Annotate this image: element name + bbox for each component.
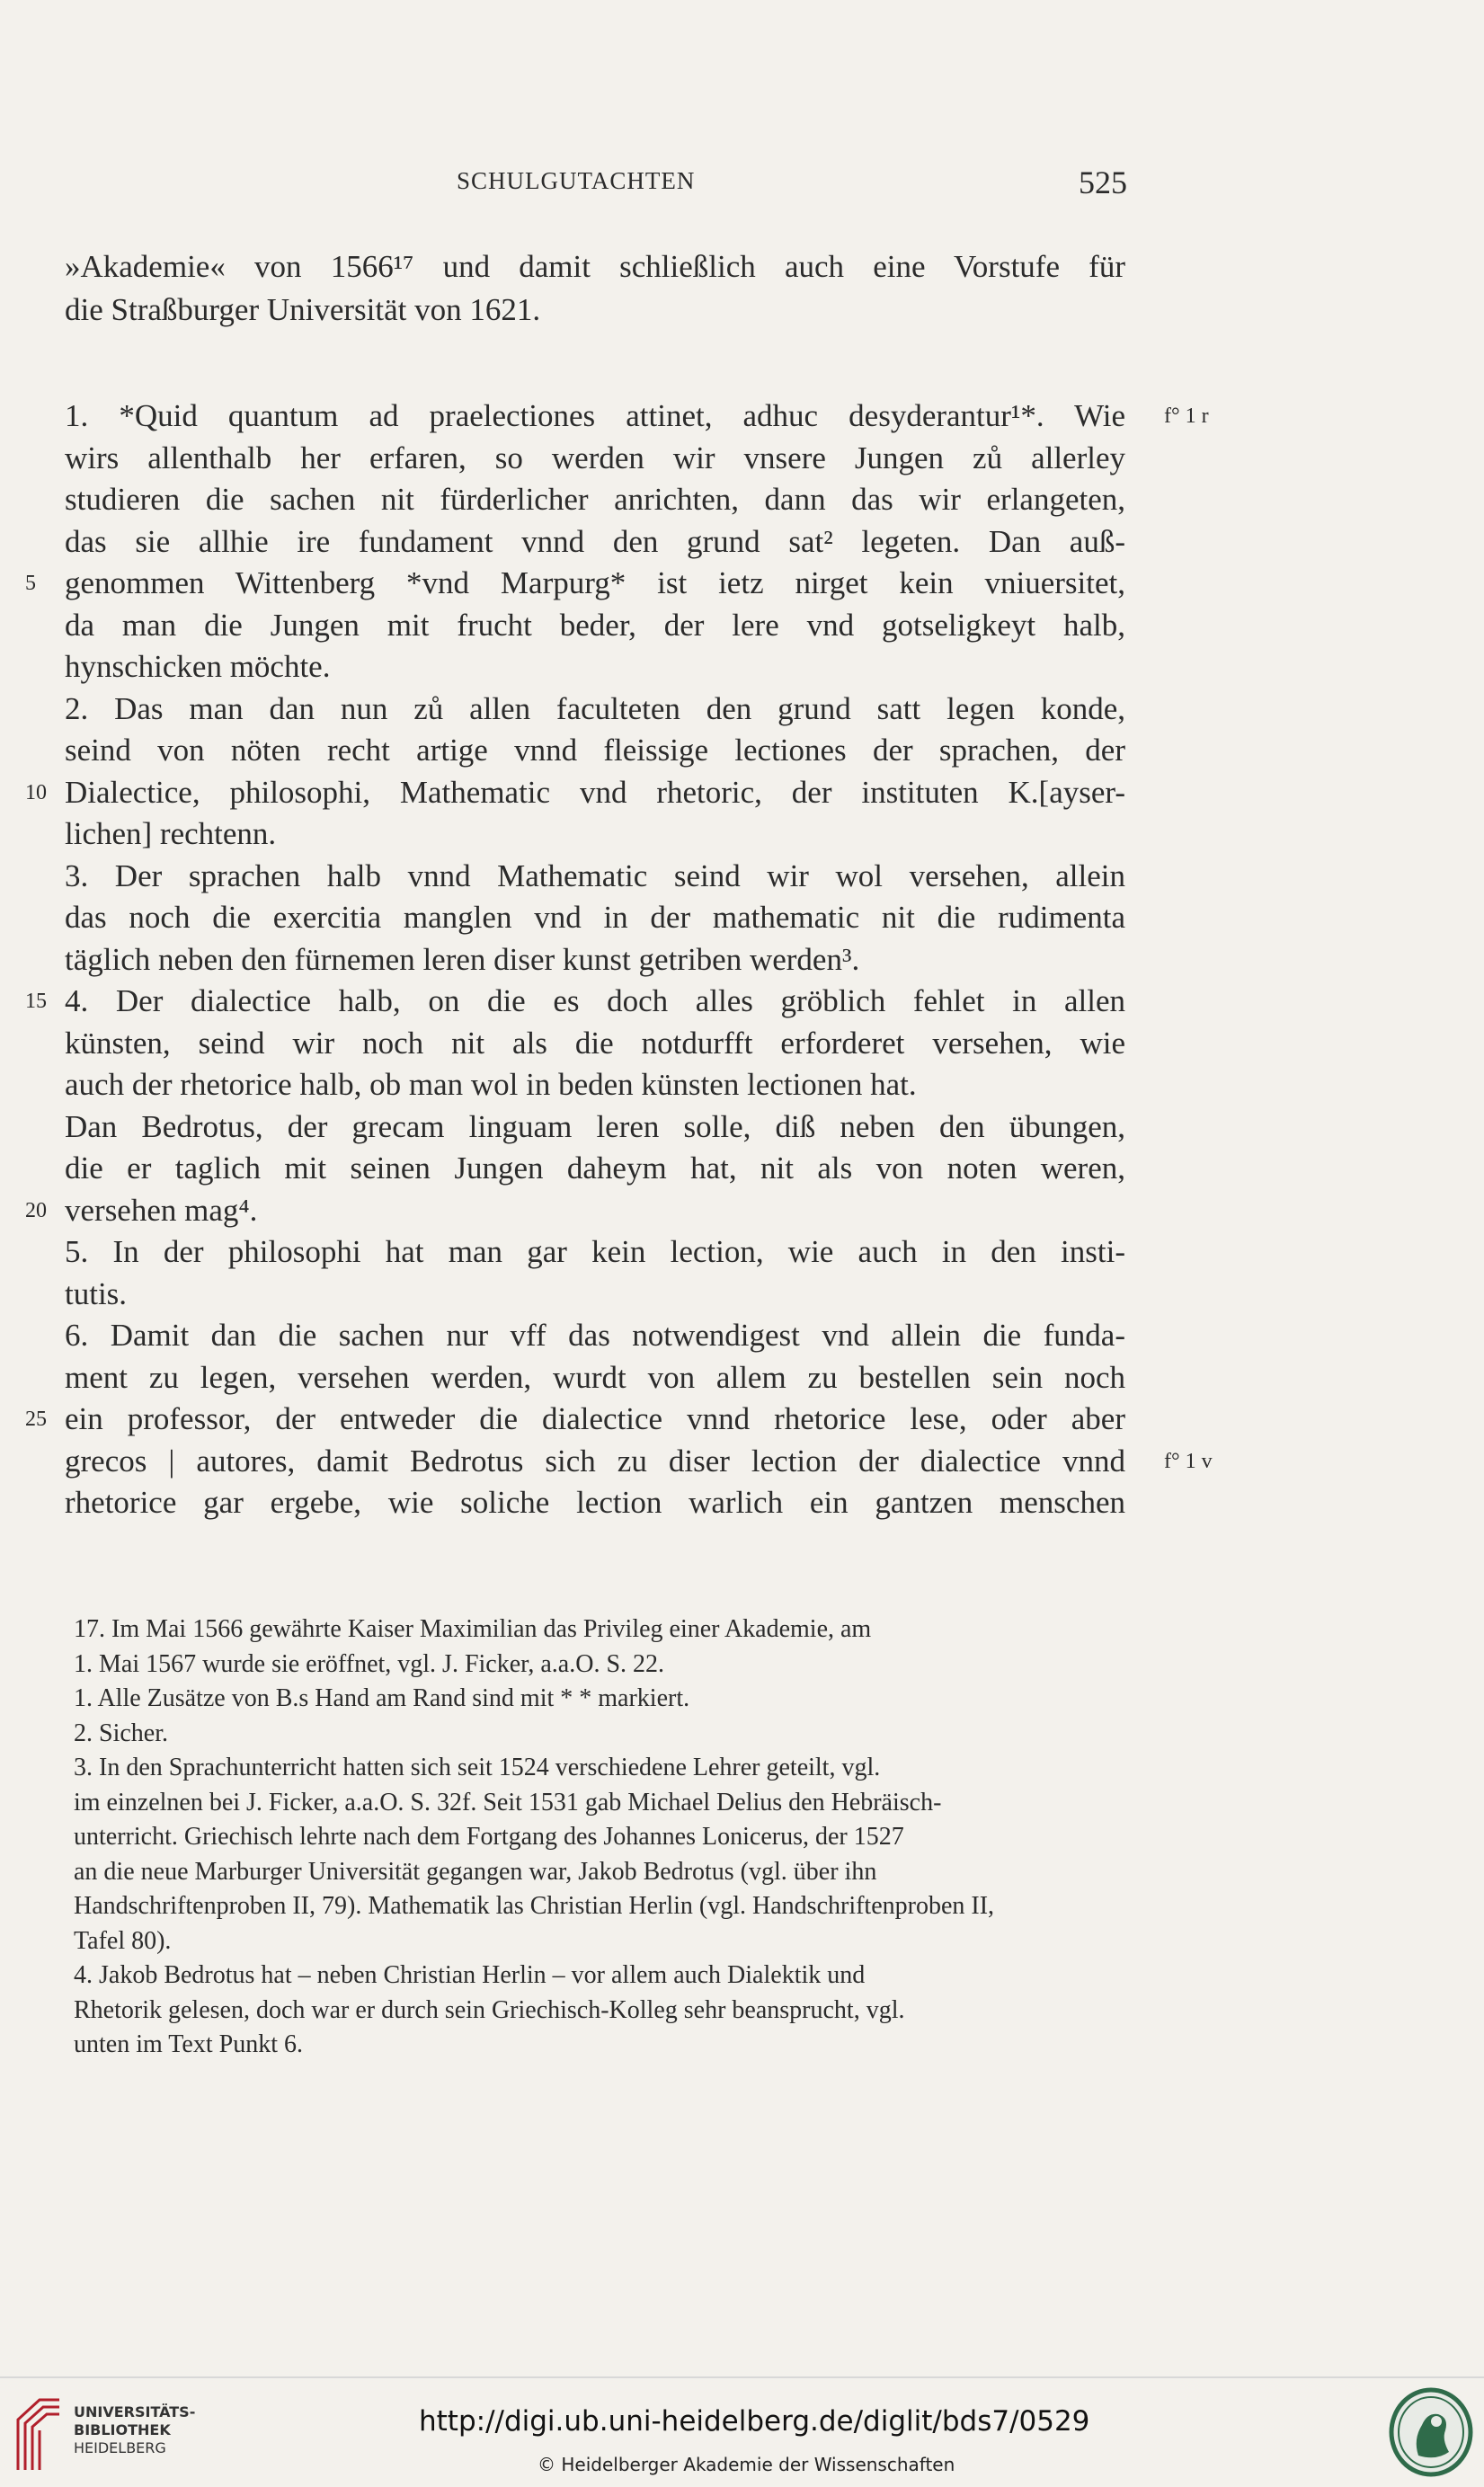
- academy-seal-icon: [1386, 2385, 1476, 2480]
- text-line: das noch die exercitia manglen vnd in der mathematic nit die rudimenta: [65, 900, 1125, 935]
- text-line: tutis.: [65, 1276, 128, 1311]
- page-header: [457, 164, 1151, 207]
- permalink-url[interactable]: http://digi.ub.uni-heidelberg.de/diglit/bds7/0529: [419, 2405, 1090, 2438]
- footnote-line: Tafel 80).: [74, 1927, 172, 1955]
- intro-line: »Akademie« von 1566¹⁷ und damit schließlich auch eine Vorstufe für: [65, 249, 1125, 284]
- text-line: 6. Damit dan die sachen nur vff das notwendigest vnd allein die funda-: [65, 1318, 1125, 1353]
- text-line: Dialectice, philosophi, Mathematic vnd rhetoric, der instituten K.[ayser-: [65, 775, 1125, 810]
- text-line: ment zu legen, versehen werden, wurdt von allem zu bestellen sein noch: [65, 1360, 1125, 1395]
- footnote-line: im einzelnen bei J. Ficker, a.a.O. S. 32f. Seit 1531 gab Michael Delius den Hebräisch-: [74, 1789, 942, 1816]
- text-line: künsten, seind wir noch nit als die notdurfft erforderet versehen, wie: [65, 1026, 1125, 1061]
- text-line: ein professor, der entweder die dialectice vnnd rhetorice lese, oder aber: [65, 1401, 1125, 1436]
- copyright-notice: © Heidelberger Akademie der Wissenschaften: [538, 2454, 955, 2475]
- text-line: studieren die sachen nit fürderlicher anrichten, dann das wir erlangeten,: [65, 482, 1125, 517]
- line-number: 5: [25, 572, 36, 595]
- footnote-line: 1. Alle Zusätze von B.s Hand am Rand sind mit * * markiert.: [74, 1684, 690, 1712]
- footnote-line: an die neue Marburger Universität gegangen war, Jakob Bedrotus (vgl. über ihn: [74, 1858, 877, 1886]
- text-line: hynschicken möchte.: [65, 649, 331, 684]
- text-line: 1. *Quid quantum ad praelectiones attinet, adhuc desyderantur¹*. Wie: [65, 398, 1125, 433]
- library-name-line: BIBLIOTHEK: [74, 2421, 171, 2438]
- library-logo-icon[interactable]: [13, 2393, 63, 2474]
- text-line: 5. In der philosophi hat man gar kein lection, wie auch in den insti-: [65, 1234, 1125, 1269]
- text-line: die er taglich mit seinen Jungen daheym hat, nit als von noten weren,: [65, 1150, 1125, 1186]
- text-line: auch der rhetorice halb, ob man wol in beden künsten lectionen hat.: [65, 1067, 917, 1102]
- library-name-line: UNIVERSITÄTS-: [74, 2403, 196, 2420]
- line-number: 25: [25, 1408, 47, 1431]
- text-line: lichen] rechtenn.: [65, 816, 277, 851]
- text-line: seind von nöten recht artige vnnd fleissige lectiones der sprachen, der: [65, 733, 1125, 768]
- footer-divider: [0, 2376, 1484, 2378]
- text-line: täglich neben den fürnemen leren diser kunst getriben werden³.: [65, 942, 860, 977]
- text-line: rhetorice gar ergebe, wie soliche lection warlich ein gantzen menschen: [65, 1485, 1125, 1520]
- text-line: das sie allhie ire fundament vnnd den grund sat² legeten. Dan auß-: [65, 524, 1125, 559]
- footnote-line: unterricht. Griechisch lehrte nach dem Fortgang des Johannes Lonicerus, der 1527: [74, 1823, 904, 1851]
- footnote-line: Handschriftenproben II, 79). Mathematik las Christian Herlin (vgl. Handschriftenproben II,: [74, 1892, 995, 1920]
- footnote-line: Rhetorik gelesen, doch war er durch sein Griechisch-Kolleg sehr beansprucht, vgl.: [74, 1996, 905, 2024]
- text-line: genommen Wittenberg *vnd Marpurg* ist ietz nirget kein vniuersitet,: [65, 565, 1125, 600]
- footnote-line: 3. In den Sprachunterricht hatten sich seit 1524 verschiedene Lehrer geteilt, vgl.: [74, 1754, 881, 1781]
- running-head: SCHULGUTACHTEN: [457, 167, 696, 194]
- text-line: Dan Bedrotus, der grecam linguam leren solle, diß neben den übungen,: [65, 1109, 1125, 1144]
- text-line: versehen mag⁴.: [65, 1193, 258, 1228]
- footnote-line: unten im Text Punkt 6.: [74, 2030, 303, 2058]
- line-number: 15: [25, 990, 47, 1013]
- folio-marker: f° 1 v: [1164, 1450, 1213, 1473]
- footer-bar: [0, 2376, 1484, 2487]
- text-line: wirs allenthalb her erfaren, so werden wir vnsere Jungen zů allerley: [65, 440, 1125, 475]
- text-line: da man die Jungen mit frucht beder, der lere vnd gotseligkeyt halb,: [65, 608, 1125, 643]
- footnote-line: 2. Sicher.: [74, 1719, 168, 1747]
- intro-line: die Straßburger Universität von 1621.: [65, 292, 541, 327]
- text-line: grecos | autores, damit Bedrotus sich zu diser lection der dialectice vnnd: [65, 1443, 1125, 1479]
- text-line: 3. Der sprachen halb vnnd Mathematic seind wir wol versehen, allein: [65, 858, 1125, 893]
- footnote-line: 4. Jakob Bedrotus hat – neben Christian Herlin – vor allem auch Dialektik und: [74, 1961, 866, 1989]
- line-number: 20: [25, 1199, 47, 1222]
- page-number: 525: [1079, 164, 1127, 200]
- footnote-line: 1. Mai 1567 wurde sie eröffnet, vgl. J. Ficker, a.a.O. S. 22.: [74, 1650, 665, 1678]
- line-number: 10: [25, 781, 47, 804]
- folio-marker: f° 1 r: [1164, 404, 1209, 428]
- library-name-line: HEIDELBERG: [74, 2439, 166, 2456]
- library-name: [74, 2403, 195, 2457]
- text-line: 2. Das man dan nun zů allen faculteten den grund satt legen konde,: [65, 691, 1125, 726]
- text-line: 4. Der dialectice halb, on die es doch alles gröblich fehlet in allen: [65, 983, 1125, 1018]
- footnote-line: 17. Im Mai 1566 gewährte Kaiser Maximilian das Privileg einer Akademie, am: [74, 1615, 872, 1643]
